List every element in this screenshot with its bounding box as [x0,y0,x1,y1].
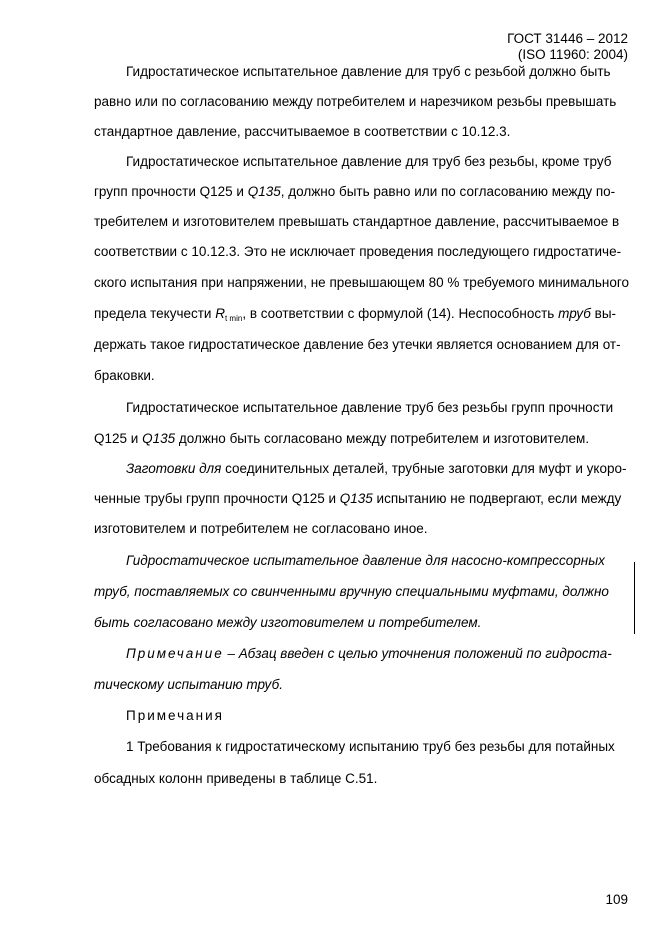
paragraph-2-line-5: ского испытания при напряжении, не превышающем 80 % требуемого минимального [94,275,630,290]
text: соединительных деталей, трубные заготовки для муфт и укоро- [221,461,627,476]
paragraph-4-line-3: изготовителем и потребителем не согласовано иное. [94,521,428,536]
notes-heading: Примечания [126,708,224,723]
paragraph-2-line-1: Гидростатическое испытательное давление для труб без резьбы, кроме труб [126,154,612,169]
iso-reference: (ISO 11960: 2004) [517,47,628,62]
text: , должно быть равно или по согласованию между по- [280,184,616,199]
text: ченные трубы групп прочности Q125 и [94,491,340,506]
text: испытанию не подвергают, если между [372,491,622,506]
note-line-1 [126,646,612,661]
paragraph-4-line-2 [94,491,621,506]
symbol-r: R [215,306,225,321]
document-header [507,31,628,63]
standard-number: ГОСТ 31446 – 2012 [507,31,628,46]
notes-item-1-line-1: 1 Требования к гидростатическому испытанию труб без резьбы для потайных [126,739,615,754]
paragraph-3-line-2 [94,431,589,446]
italic-word: труб [558,306,591,321]
subscript-tmin: t min [224,314,243,323]
note-label: Примечание [126,646,224,661]
paragraph-1-line-2: равно или по согласованию между потребителем и нарезчиком резьбы превышать [94,94,617,109]
page-number: 109 [605,892,628,907]
text: должно быть согласовано между потребителем и изготовителем. [175,431,590,446]
text: предела текучести [94,306,216,321]
paragraph-2-line-8: браковки. [94,368,155,383]
paragraph-5-line-2: труб, поставляемых со свинченными вручную специальными муфтами, должно [94,584,609,599]
paragraph-4-line-1 [126,461,627,476]
italic-grade: Q135 [247,184,281,199]
paragraph-2-line-2 [94,184,615,199]
paragraph-2-line-7: держать такое гидростатическое давление без утечки является основанием для от- [94,337,621,352]
paragraph-1-line-3: стандартное давление, рассчитываемое в соответствии с 10.12.3. [94,124,511,139]
text: , в соответствии с формулой (14). Неспособность [242,306,559,321]
note-line-2: тическому испытанию труб. [94,677,283,692]
paragraph-1-line-1: Гидростатическое испытательное давление для труб с резьбой должно быть [126,64,611,79]
italic-phrase: Заготовки для [126,461,222,476]
text: Q125 и [94,431,143,446]
notes-item-1-line-2: обсадных колонн приведены в таблице С.51. [94,771,378,786]
paragraph-2-line-4: соответствии с 10.12.3. Это не исключает проведения последующего гидростатиче- [94,244,622,259]
paragraph-3-line-1: Гидростатическое испытательное давление труб без резьбы групп прочности [126,400,614,415]
paragraph-5-line-1: Гидростатическое испытательное давление для насосно-компрессорных [126,553,605,568]
text: групп прочности Q125 и [94,184,248,199]
paragraph-2-line-3: требителем и изготовителем превышать стандартное давление, рассчитываемое в [94,214,620,229]
text: вы- [590,306,617,321]
paragraph-2-line-6 [94,306,616,323]
revision-bar [634,562,635,634]
italic-grade: Q135 [339,491,373,506]
paragraph-5-line-3: быть согласовано между изготовителем и потребителем. [94,615,482,630]
italic-grade: Q135 [142,431,176,446]
text: – Абзац введен с целью уточнения положений по гидроста- [223,646,612,661]
